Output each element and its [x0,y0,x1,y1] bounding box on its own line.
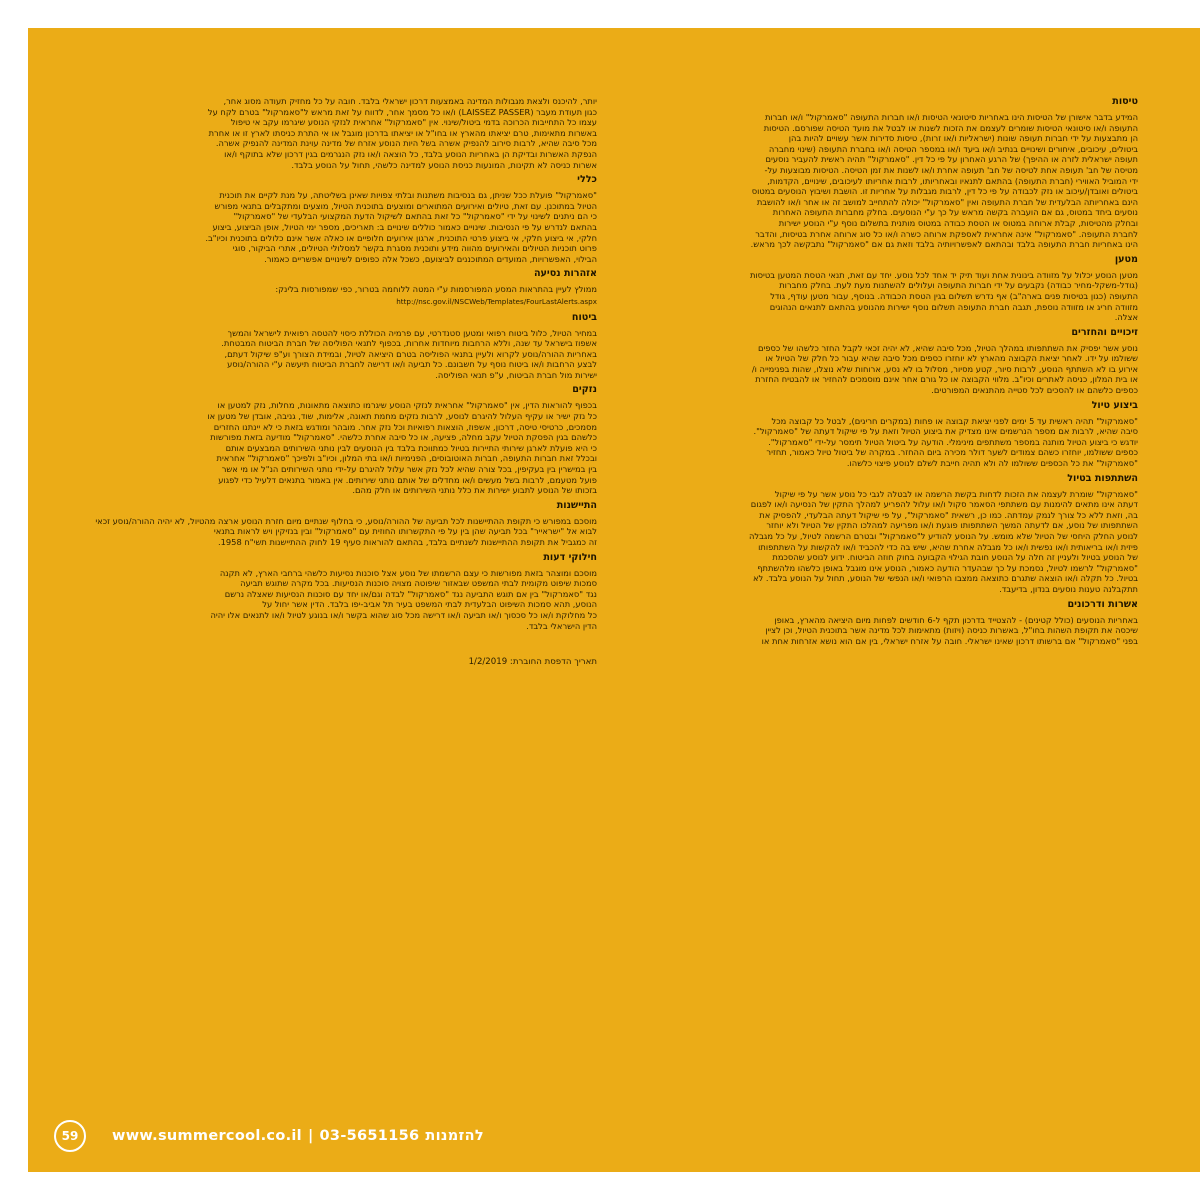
website-link[interactable]: www.summercool.co.il [112,1128,302,1144]
section-visas-continued [72,96,597,170]
page-number: 59 [54,1120,86,1152]
footer-separator: | [307,1128,314,1144]
section-title: חילוקי דעות [543,551,597,563]
section-title: השתתפות בטיול [1067,472,1138,484]
section-participation [610,473,1138,595]
section-text: יותר, להיכנס ולצאת מגבולות המדינה באמצעות דרכון ישראלי בלבד. חובה על כל מחזיק תעודה מסוג אחר, כגון תעודת מעבר (LAISSEZ PASSER) ו/או כל מסמך אחר, לדווח על זאת מראש ל"סאמרקול" בטרם לקח על עצמו כל התחייבות הכרוכה בדמי ביטול/שינוי. אין "סאמרקול" אחראית לנזקי הנוסע שיגרמו עקב אי טיפול באשרות מתאימות, טרם יציאתו מהארץ או בחו"ל או יציאתו בדרכון מוגבל או אי התרת כניסתו לארץ זו או אחרת מכל סיבה שהיא, לרבות סירוב להנפיק אשרה בשל היות הנוסע אזרח של מדינה עוינת המדינה להנפיק אשרה. הנפקת האשרות ובדיקת הן באחריות הנוסע בלבד, כל הוצאה ו/או נזק הנגרמים בגין דרכון שלא בתוקף ו/או אשרות כניסה לא תקינות, המונעות כניסת הנוסע למדינה כלשהי, תחול על הנוסע בלבד. [207,96,597,170]
section-title: התיישנות [556,499,597,511]
section-travel-warnings [72,268,597,307]
footer-contact [112,1128,484,1144]
section-text: מוסכם ומוצהר בזאת מפורשות כי עצם הרשמתו של נוסע אצל סוכנות נסיעות כלשהי ברחבי הארץ, לא תקנה סמכות שיפוט מקומית לבתי המשפט שבאזור שיפוטה מצויה סוכנות הנסיעות. בכל מקרה שתוגש תביעה נגד "סאמרקול" בין אם תוגש התביעה נגד "סאמרקול" לבדה וגם/או יחד עם סוכנות הנסיעות שאצלה נרשם הנוסע, תהא סמכות השיפוט הבלעדית לבתי המשפט בעיר תל אביב-יפו בלבד. הדין אשר יחול על כל מחלוקת ו/או כל סכסוך ו/או תביעה ו/או דרישה מכל סוג שהוא בקשר ו/או בנוגע לטיול ו/או לתנאים אלו יהיה הדין הישראלי בלבד. [210,567,597,631]
section-title: נזקים [572,384,597,396]
section-title: ביצוע טיול [1091,399,1138,411]
section-refunds [610,327,1138,396]
section-text: נוסע אשר יפסיק את השתתפותו במהלך הטיול, מכל סיבה שהיא, לא יהיה זכאי לקבל החזר כלשהו של כספים ששולמו על ידו. לאחר יציאת הקבוצה מהארץ לא יוחזרו כספים מכל סיבה שהיא עבור כל חלק של הטיול או אירוע בו לא השתתף הנוסע, לרבות סיור, קטע מסיור, מסלול בו לא נסע, ארוחות שלא נוצלו, שהות בפנימייה ו/ או בית המלון, כניסה לאתרים וכיו"ב. מלווי הקבוצה או כל גורם אחר אינם מוסמכים להחזיר או להבטיח החזרת כספים כלשהם או להסכים לכל סטייה מהתנאים המפורטים. [751,342,1138,396]
section-text: בכפוף להוראות הדין, אין "סאמרקול" אחראית לנזקי הנוסע שיגרמו כתוצאה מתאונות, מחלות, נזק למטען או כל נזק ישיר או עקיף העלול להיגרם לנוסע, לרבות נזקים מחמת תאונה, אלימות, שוד, גניבה, אובדן של מטען או מסמכים, כרטיסי טיסה, דרכון, אשפוז, הוצאות רפואיות וכל נזק אחר. מובהר ומודגש בזאת כי לא יינתנו החזרים כלשהם בגין הפסקת הטיול עקב מחלה, פציעה, או כל סיבה אחרת כלשהי. "סאמרקול" מודיעה בזאת מפורשות כי היא פועלת לארגן שירותי התיירות בטיול כמתווכת בלבד בין הנוסעים לבין נותני השירותים המבצעים אותם ובכלל זאת חברות התעופה, חברות האוטובוסים, הפנימיות ו/או בתי המלון, וכיו"ב ולפיכך "סאמרקול" אחראית בין במישרין בין בעקיפין, בכל צורה שהיא לכל נזק אשר עלול להיגרם על-ידי נותני השירותים הנ"ל או מי אשר פועל מטעמם, לרבות בשל מעשים ו/או מחדלים של אותם נותני שירותים. אין באמור בתנאים דלעיל כדי לפגוע בזכותו של הנוסע לתבוע ישירות את כלל נותני השירותים או חלק מהם. [207,400,597,496]
section-title: טיסות [1112,96,1138,107]
section-text: ממולץ לעיין בהתראות המסע המפורסמות ע"י המטה ללוחמה בטרור, כפי שמפורסות בלינק: [275,284,597,295]
section-title: כללי [577,174,597,186]
section-limitation [72,500,597,548]
section-text: המידע בדבר אישורן של הטיסות הינו באחריות סיטונאי הטיסות ו/או חברות התעופה "סאמרקול" ו/או חברות התעופה ו/או סיטונאי הטיסות שומרים לעצמם את הזכות לשנות או לבטל את מועד הטיסה שפורסם. הטיסות הן מתבצעות על ידי חברות תעופה שונות (ישראליות ו/או זרות), טיסות סדירות אשר עשויים להיות בהן ביטולים, עיכובים, איחורים ושינויים בנתיב ו/או ביעד ו/או במספר הטיסה ו/או בחברת התעופה (שינוי מחברה תעופה ישראלית לזרה או ההיפך) של הרגע האחרון על פי כל דין. "סאמרקול" תהיה ראשית להעביר נוסעים מטיסה של חב' תעופה אחת לטיסה של חב' תעופה אחרת ו/או לשנות את זמן הטיסה. הטיסות מבוצעות על- ידי המוביל האווירי (חברת התעופה) בהתאם לתנאיו ובאחריותו, לרבות אחריותו לעיכובים, שינויים, הקדמות, ביטולים ואובדן/עיכוב או נזק לכבודה על פי כל דין, לרבות מגבלות על אחריות זו. הושבת ושיבוץ הנוסעים במטוס הינם באחריותה הבלעדית של חברת התעופה ואין "סאמרקול" יכולה להתחייב למושב זה או אחר ו/או להושבת נוסעים ביחד במטוס, גם אם הועברה בקשה מראש על כך ע"י הנוסעים. בחלק מחברות התעופה האחרות ובחלק מהטיסות, קבלת ארוחה במטוס או הטסת כבודה במטוס מותנית בתשלום נוסף ע"י הנוסע ישירות לחברת התעופה. "סאמרקול" אינה אחראית לאספקת ארוחה כשרה ו/או כל סוג ארוחה אחרת בטיסות, והדבר הינו באחריות חברת התעופה בלבד ובהתאם לאפשרויותיה בלבד וזאת גם אם "סאמרקול" נתבקשה לכך מראש. [750,112,1138,250]
section-visas-passports [610,599,1138,647]
section-text: מטען הנוסע יכלול על מזוודה בינונית אחת ועוד תיק יד אחד לכל נוסע. יחד עם זאת, תנאי הטסת המטען בטיסות (גודל-משקל-מחיר כבודה) נקבעים על ידי חברות התעופה ועלולים להשתנות מעת לעת. בחלק מחברות התעופה (כגון בטיסות פנים בארה"ב) אף נדרש תשלום בגין הטסת הכבודה. בנוסף, עבור מטען עודף, גודל מזוודה חריג או מזוודה נוספת, תגבה חברת התעופה תשלום נוסף ישירות מהנוסע בהתאם לתנאים הנהוגים אצלה. [749,269,1138,323]
section-text: במחיר הטיול, כלול ביטוח רפואי ומטען סטנדרטי, עם פרמיה הכוללת כיסוי להטסה רפואית לישראל והמשך אשפוז בישראל עד שנה, וללא הרחבות מיוחדות אחרות, בכפוף לתנאי הפוליסה של חברת הביטוח המבטחת. באחריות ההורה/נוסע לקרוא ולעיין בתנאי הפוליסה בטרם היציאה לטיול, ובמידת הצורך וע"פ שיקול דעתם, לבצע הרחבות ו/או ביטוח נוסף על חשבונם. כל תביעה ו/או דרישה לחברת הביטוח תיעשה ע"י ההורה/נוסע ישירות מול חברת הביטוח, ע"פ תנאי הפוליסה. [221,327,597,380]
print-date: תאריך הדפסת החוברת: 1/2/2019 [468,657,597,668]
section-trip-execution [610,400,1138,469]
phone-number[interactable]: 03-5651156 [319,1128,420,1144]
section-text: "סאמרקול" פועלת ככל שניתן, גם בנסיבות משתנות ובלתי צפויות שאינן בשליטתה, על מנת לקיים את תוכנית הטיול במתוכנן. עם זאת, טיולים ואירועים המתוארים ומוצעים בתוכנית הטיול, מוצעים ומתקבלים בתנאי מפורש כי הם ניתנים לשינוי על ידי "סאמרקול" כל זאת בהתאם לשיקול הדעת המקצועי הבלעדי של "סאמרקול" בהתאם לנדרש על פי הנסיבות. שינויים כאמור כוללים שינויים ב: תאריכים, מספר ימי הטיול, אופן הביצוע, ביצוע חלקי, אי ביצוע חלקי, אי ביצוע פרטי התוכנית, ארגון אירועים חלופיים או כאלה אשר אינם כלולים בתוכנית וכיו"ב. פרוט תוכניות הטיולים והאירועים מהווה מידע ותוכנית מסגרת בקשר למסלולי הטיולים, אתרי הביקור, סוגי הבילוי, האפשרויות, המועדים המתוכננים לביצועם, כשכל אלה כפופים לשינויים אפשריים כאמור. [205,190,597,264]
alerts-link[interactable]: http://nsc.gov.il/NSCWeb/Templates/FourLastAlerts.aspx [396,296,597,306]
section-title: ביטוח [571,311,597,323]
section-title: מטען [1114,253,1138,265]
section-luggage [610,254,1138,323]
section-insurance [72,312,597,381]
section-text: "סאמרקול" שומרת לעצמה את הזכות לדחות בקשת הרשמה או לבטלה לגבי כל נוסע אשר על פי שיקול דעתה אינו מתאים להימנות עם משתתפי הסאמר סקול ו/או עלול להפריע למהלך התקין של הנסיעה ו/או לפגום בה, וזאת ללא כל צורך לנמק עמדתה. כמו כן, רשאית "סאמרקול", על פי שיקול דעתה הבלעדי, להפסיק את השתתפותו של נוסע, אם לדעתה המשך השתתפותו פוגעת ו/או מפריעה למהלכו התקין של הטיול ולא יוחזר לנוסע החלק היחסי של הטיול שלא מומש. על הנוסע להודיע ל"סאמרקול" ובטרם הרשמה לטיול, על כל מגבלה פיזית ו/או בריאותית ו/או נפשית ו/או כל מגבלה אחרת שהיא, שיש בה כדי להכביד ו/או להקשות על השתתפותו של הנוסע בטיול ולעניין זה חלה על הנוסע חובת הגילוי הקבועה בחוק חוזה הביטוח. ידוע לנוסע שהסכמת "סאמרקול" לרשמו לטיול, נסמכת על כך שבהעדר הודעה כאמור, הנוסע אינו מוגבל באופן כלשהו מלהשתתף בטיול. כל תקלה ו/או הוצאה שתגרם כתוצאה ממצבו הרפואי ו/או הנפשי של הנוסע, תחול על הנוסע בלבד. לא תתקבלנה טענות נוסעים בנדון, בדיעבד. [748,488,1138,594]
section-text: "סאמרקול" תהיה ראשית עד 5 ימים לפני יציאת קבוצה או פחות (במקרים חריגים), לבטל כל קבוצה מכל סיבה שהיא, לרבות אם מספר הנרשמים אינו מצדיק את ביצוע הטיול וזאת על פי שיקול דעתה של "סאמרקול". יודגש כי ביצוע הטיול מותנה במספר משתתפים מינימלי. הודעה על ביטול הטיול תימסר על-ידי "סאמרקול". כספים ששולמו, יוחזרו כשהם צמודים לשער דולר מכירה ביום ההחזר. במקרה של ביטול טיול כאמור, תחזיר "סאמרקול" את כל הכספים ששולמו לה ולא תהיה חייבת לשלם לנוסע פיצוי כלשהו. [753,415,1138,469]
section-title: אזהרות נסיעה [533,268,597,280]
section-damages [72,384,597,495]
order-label: להזמנות [425,1128,484,1144]
footer [54,1119,484,1153]
right-column [610,96,1138,650]
section-flights [610,96,1138,250]
section-text: באחריות הנוסעים (כולל קטינים) - להצטייד בדרכון תקף ל-6 חודשים לפחות מיום היציאה מהארץ, באופן שיכסה את תקופת השהות בחו"ל, באשרות כניסה (ויזות) מתאימות לכל מדינה אשר בתוכנית הטיול, וכן לציין בפני "סאמרקול" אם ברשותו דרכון שאינו ישראלי. חובה על אזרח ישראלי, בין אם הוא נושא אזרחות אחת או [761,614,1138,646]
section-title: זיכויים והחזרים [1071,326,1138,338]
section-title: אשרות ודרכונים [1067,598,1138,610]
section-disputes [72,552,597,632]
section-general [72,174,597,264]
left-column [72,96,597,668]
section-text: מוסכם במפורש כי תקופת ההתיישנות לכל תביעה של ההורה/נוסע, כי בחלוף שנתיים מיום חזרת הנוסע ארצה מהטיול, לא יהיה ההורה/נוסע זכאי לבוא אל "ישראייר" בכל תביעה שהן בין על פי התקשרותו החוזית עם "סאמרקול" ובין בנזיקין ויש לראות בתנאי זה כמגביל את תקופת ההתיישנות לשנתיים בלבד, בהתאם להוראות סעיף 19 לחוק ההתיישנות תשי"ח 1958. [95,515,597,547]
